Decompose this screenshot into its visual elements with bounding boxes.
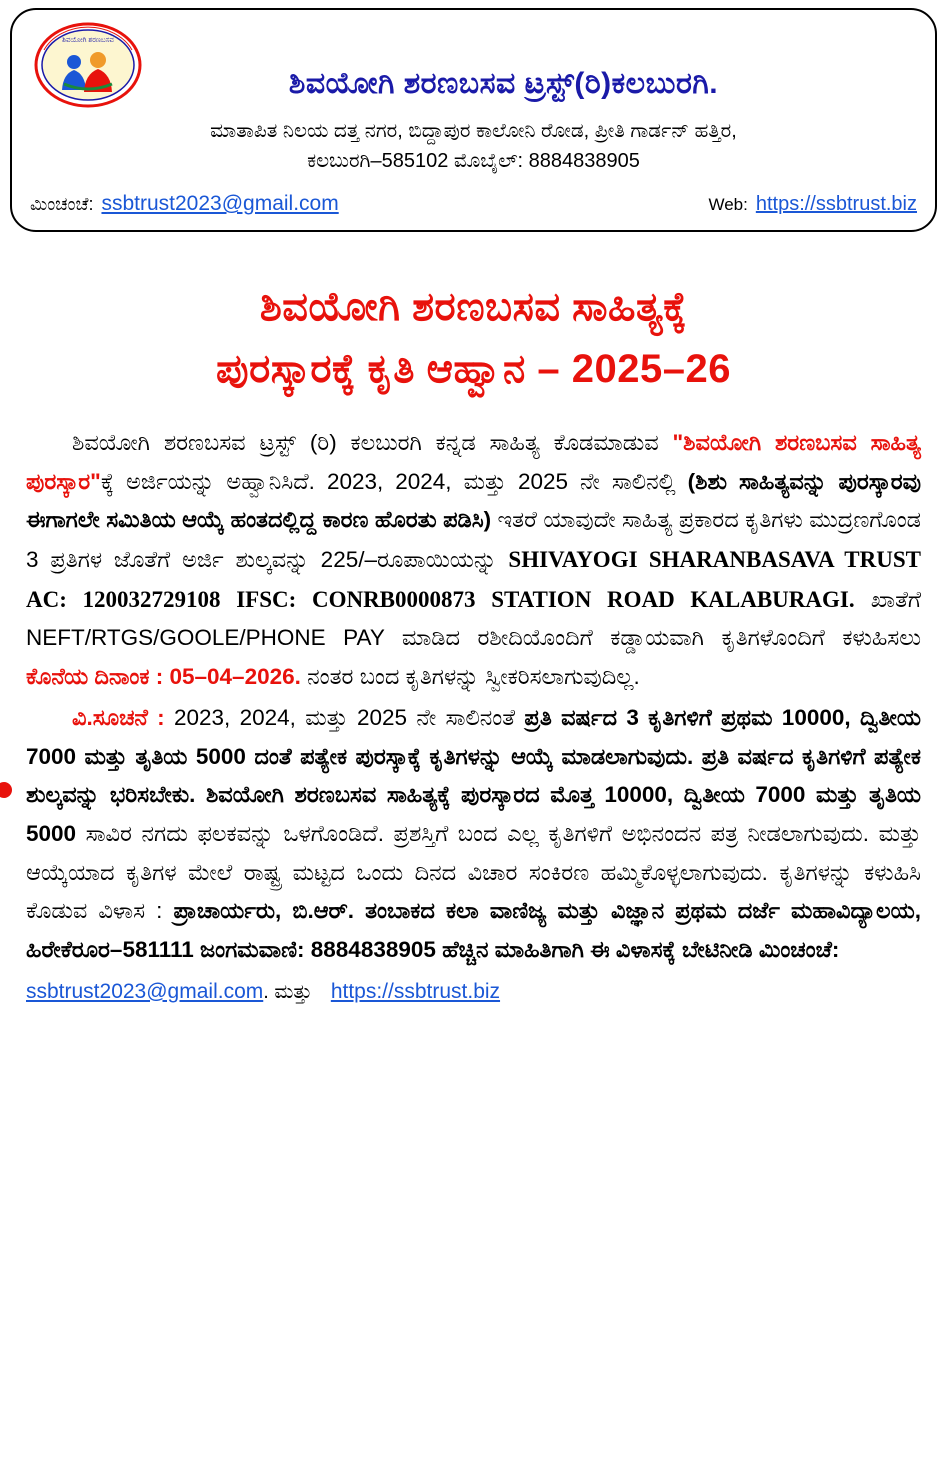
p1-part-d: ಖಾತೆಗೆ NEFT/RTGS/GOOLE/PHONE PAY ಮಾಡಿದ ರಶೀದಿಯೊಂದಿಗೆ ಕಡ್ಡಾಯವಾಗಿ ಕೃತಿಗಳೊಂದಿಗೆ ಕಳುಹಿಸಲು <box>26 586 921 651</box>
letterhead <box>10 8 937 232</box>
last-date: ಕೊನೆಯ ದಿನಾಂಕ : 05–04–2026. <box>26 664 301 690</box>
website-link[interactable]: https://ssbtrust.biz <box>755 193 917 215</box>
body-conjunction: . ಮತ್ತು <box>263 980 313 1003</box>
special-note-label: ವಿ.ಸೂಚನೆ : <box>72 704 165 730</box>
document-page <box>0 8 947 1474</box>
submission-address: ಪ್ರಾಚಾರ್ಯರು, ಬಿ.ಆರ್. ತಂಬಾಕದ ಕಲಾ ವಾಣಿಜ್ಯ ಮತ್ತು ವಿಜ್ಞಾನ ಪ್ರಥಮ ದರ್ಜೆ ಮಹಾವಿದ್ಯಾಲಯ, ಹಿರೇಕೆರೂರ–581111 ಜಂಗಮವಾಣಿ: 8884838905 ಹೆಚ್ಚಿನ ಮಾಹಿತಿಗಾಗಿ ಈ ವಿಳಾಸಕ್ಕೆ ಬೇಟಿನೀಡಿ <box>26 898 921 962</box>
p1-part-a: ಶಿವಯೋಗಿ ಶರಣಬಸವ ಟ್ರಸ್ಟ್ (ರಿ) ಕಲಬುರಗಿ ಕನ್ನಡ ಸಾಹಿತ್ಯ ಕೊಡಮಾಡುವ <box>72 430 673 455</box>
p2-part-a: 2023, 2024, ಮತ್ತು 2025 ನೇ ಸಾಲಿನಂತೆ <box>164 704 525 730</box>
paragraph-1 <box>26 424 921 697</box>
notice-body <box>26 424 921 1010</box>
trust-emblem-icon <box>34 22 142 108</box>
web-label: Web: <box>708 195 748 214</box>
body-website-link[interactable]: https://ssbtrust.biz <box>330 979 501 1003</box>
address-line-1: ಮಾತಾಪಿತ ನಿಲಯ ದತ್ತ ನಗರ, ಬಿದ್ದಾಪುರ ಕಾಲೋನಿ ರೋಡ, ಪ್ರೀತಿ ಗಾರ್ಡನ್ ಹತ್ತಿರ, <box>210 120 737 142</box>
contact-row <box>30 192 917 216</box>
paragraph-3-links <box>26 972 921 1011</box>
page-title <box>40 276 907 400</box>
page-title-line-2: ಪುರಸ್ಕಾರಕ್ಕೆ ಕೃತಿ ಆಹ್ವಾನ – 2025–26 <box>216 347 731 391</box>
edge-marker <box>0 782 12 798</box>
web-group <box>708 193 917 216</box>
p1-part-c: ಇತರೆ ಯಾವುದೇ ಸಾಹಿತ್ಯ ಪ್ರಕಾರದ ಕೃತಿಗಳು ಮುದ್ರಣಗೊಂಡ 3 ಪ್ರತಿಗಳ ಜೊತೆಗೆ ಅರ್ಜಿ ಶುಲ್ಕವನ್ನು 225/–ರೂಪಾಯಿಯನ್ನು <box>26 507 921 573</box>
page-title-line-1: ಶಿವಯೋಗಿ ಶರಣಬಸವ ಸಾಹಿತ್ಯಕ್ಕೆ <box>259 285 688 329</box>
prize-details: ಪ್ರತಿ ವರ್ಷದ 3 ಕೃತಿಗಳಿಗೆ ಪ್ರಥಮ 10000, ದ್ವಿತೀಯ 7000 ಮತ್ತು ತೃತಿಯ 5000 ದಂತೆ ಪತ್ಯೇಕ ಪುರಸ್ಕಾಕ್ಕೆ ಕೃತಿಗಳನ್ನು ಆಯ್ಕೆ ಮಾಡಲಾಗುವುದು. ಪ್ರತಿ ವರ್ಷದ ಕೃತಿಗಳಿಗೆ ಪತ್ಯೇಕ ಶುಲ್ಕವನ್ನು ಭರಿಸಬೇಕು. ಶಿವಯೋಗಿ ಶರಣಬಸವ ಸಾಹಿತ್ಯಕ್ಕೆ ಪುರಸ್ಕಾರದ ಮೊತ್ತ 10000, ದ್ವಿತೀಯ 7000 ಮತ್ತು ತೃತಿಯ 5000 <box>26 704 922 846</box>
address-line-2: ಕಲಬುರಗಿ–585102 ಮೊಬೈಲ್: 8884838905 <box>307 150 640 172</box>
org-title: ಶಿವಯೋಗಿ ಶರಣಬಸವ ಟ್ರಸ್ಟ್(ರಿ)ಕಲಬುರಗಿ. <box>288 67 719 100</box>
email-link[interactable]: ssbtrust2023@gmail.com <box>101 192 339 215</box>
email-group <box>30 192 339 216</box>
award-name: "ಶಿವಯೋಗಿ ಶರಣಬಸವ ಸಾಹಿತ್ಯ ಪುರಸ್ಕಾರ" <box>26 430 921 494</box>
p1-part-b: ಕ್ಕೆ ಅರ್ಜಿಯನ್ನು ಅಹ್ವಾನಿಸಿದೆ. 2023, 2024, ಮತ್ತು 2025 ನೇ ಸಾಲಿನಲ್ಲಿ <box>100 468 688 494</box>
svg-text:ಶಿವಯೋಗಿ ಶರಣಬಸವ: ಶಿವಯೋಗಿ ಶರಣಬಸವ <box>62 37 114 44</box>
bank-account-details: SHIVAYOGI SHARANBASAVA TRUST AC: 120032729108 IFSC: CONRB0000873 STATION ROAD KALABURAGI. <box>26 547 921 612</box>
p1-part-e: ನಂತರ ಬಂದ ಕೃತಿಗಳನ್ನು ಸ್ವೀಕರಿಸಲಾಗುವುದಿಲ್ಲ. <box>300 664 640 690</box>
p2-part-b: ಸಾವಿರ ನಗದು ಫಲಕವನ್ನು ಒಳಗೊಂಡಿದೆ. ಪ್ರಶಸ್ತಿಗೆ ಬಂದ ಎಲ್ಲ ಕೃತಿಗಳಿಗೆ ಅಭಿನಂದನ ಪತ್ರ ನೀಡಲಾಗುವುದು. ಮತ್ತು ಆಯ್ಕೆಯಾದ ಕೃತಿಗಳ ಮೇಲೆ ರಾಷ್ಟ್ರ ಮಟ್ಟದ ಒಂದು ದಿನದ ವಿಚಾರ ಸಂಕಿರಣ ಹಮ್ಮಿಕೊಳ್ಳಲಾಗುವುದು. ಕೃತಿಗಳನ್ನು ಕಳುಹಿಸಿ ಕೊಡುವ ವಿಳಾಸ : <box>26 820 921 924</box>
paragraph-2 <box>26 699 921 970</box>
org-address <box>30 116 917 176</box>
p1-exclusion-note: (ಶಿಶು ಸಾಹಿತ್ಯವನ್ನು ಪುರಸ್ಕಾರವು ಈಗಾಗಲೇ ಸಮಿತಿಯ ಆಯ್ಕೆ ಹಂತದಲ್ಲಿದ್ದ ಕಾರಣ ಹೊರತು ಪಡಿಸಿ) <box>26 468 922 533</box>
body-email-link[interactable]: ssbtrust2023@gmail.com <box>26 979 264 1003</box>
email-label: ಮಿಂಚಂಚೆ: <box>30 194 94 214</box>
p2-email-label: ಮಿಂಚಂಚೆ: <box>752 936 840 962</box>
